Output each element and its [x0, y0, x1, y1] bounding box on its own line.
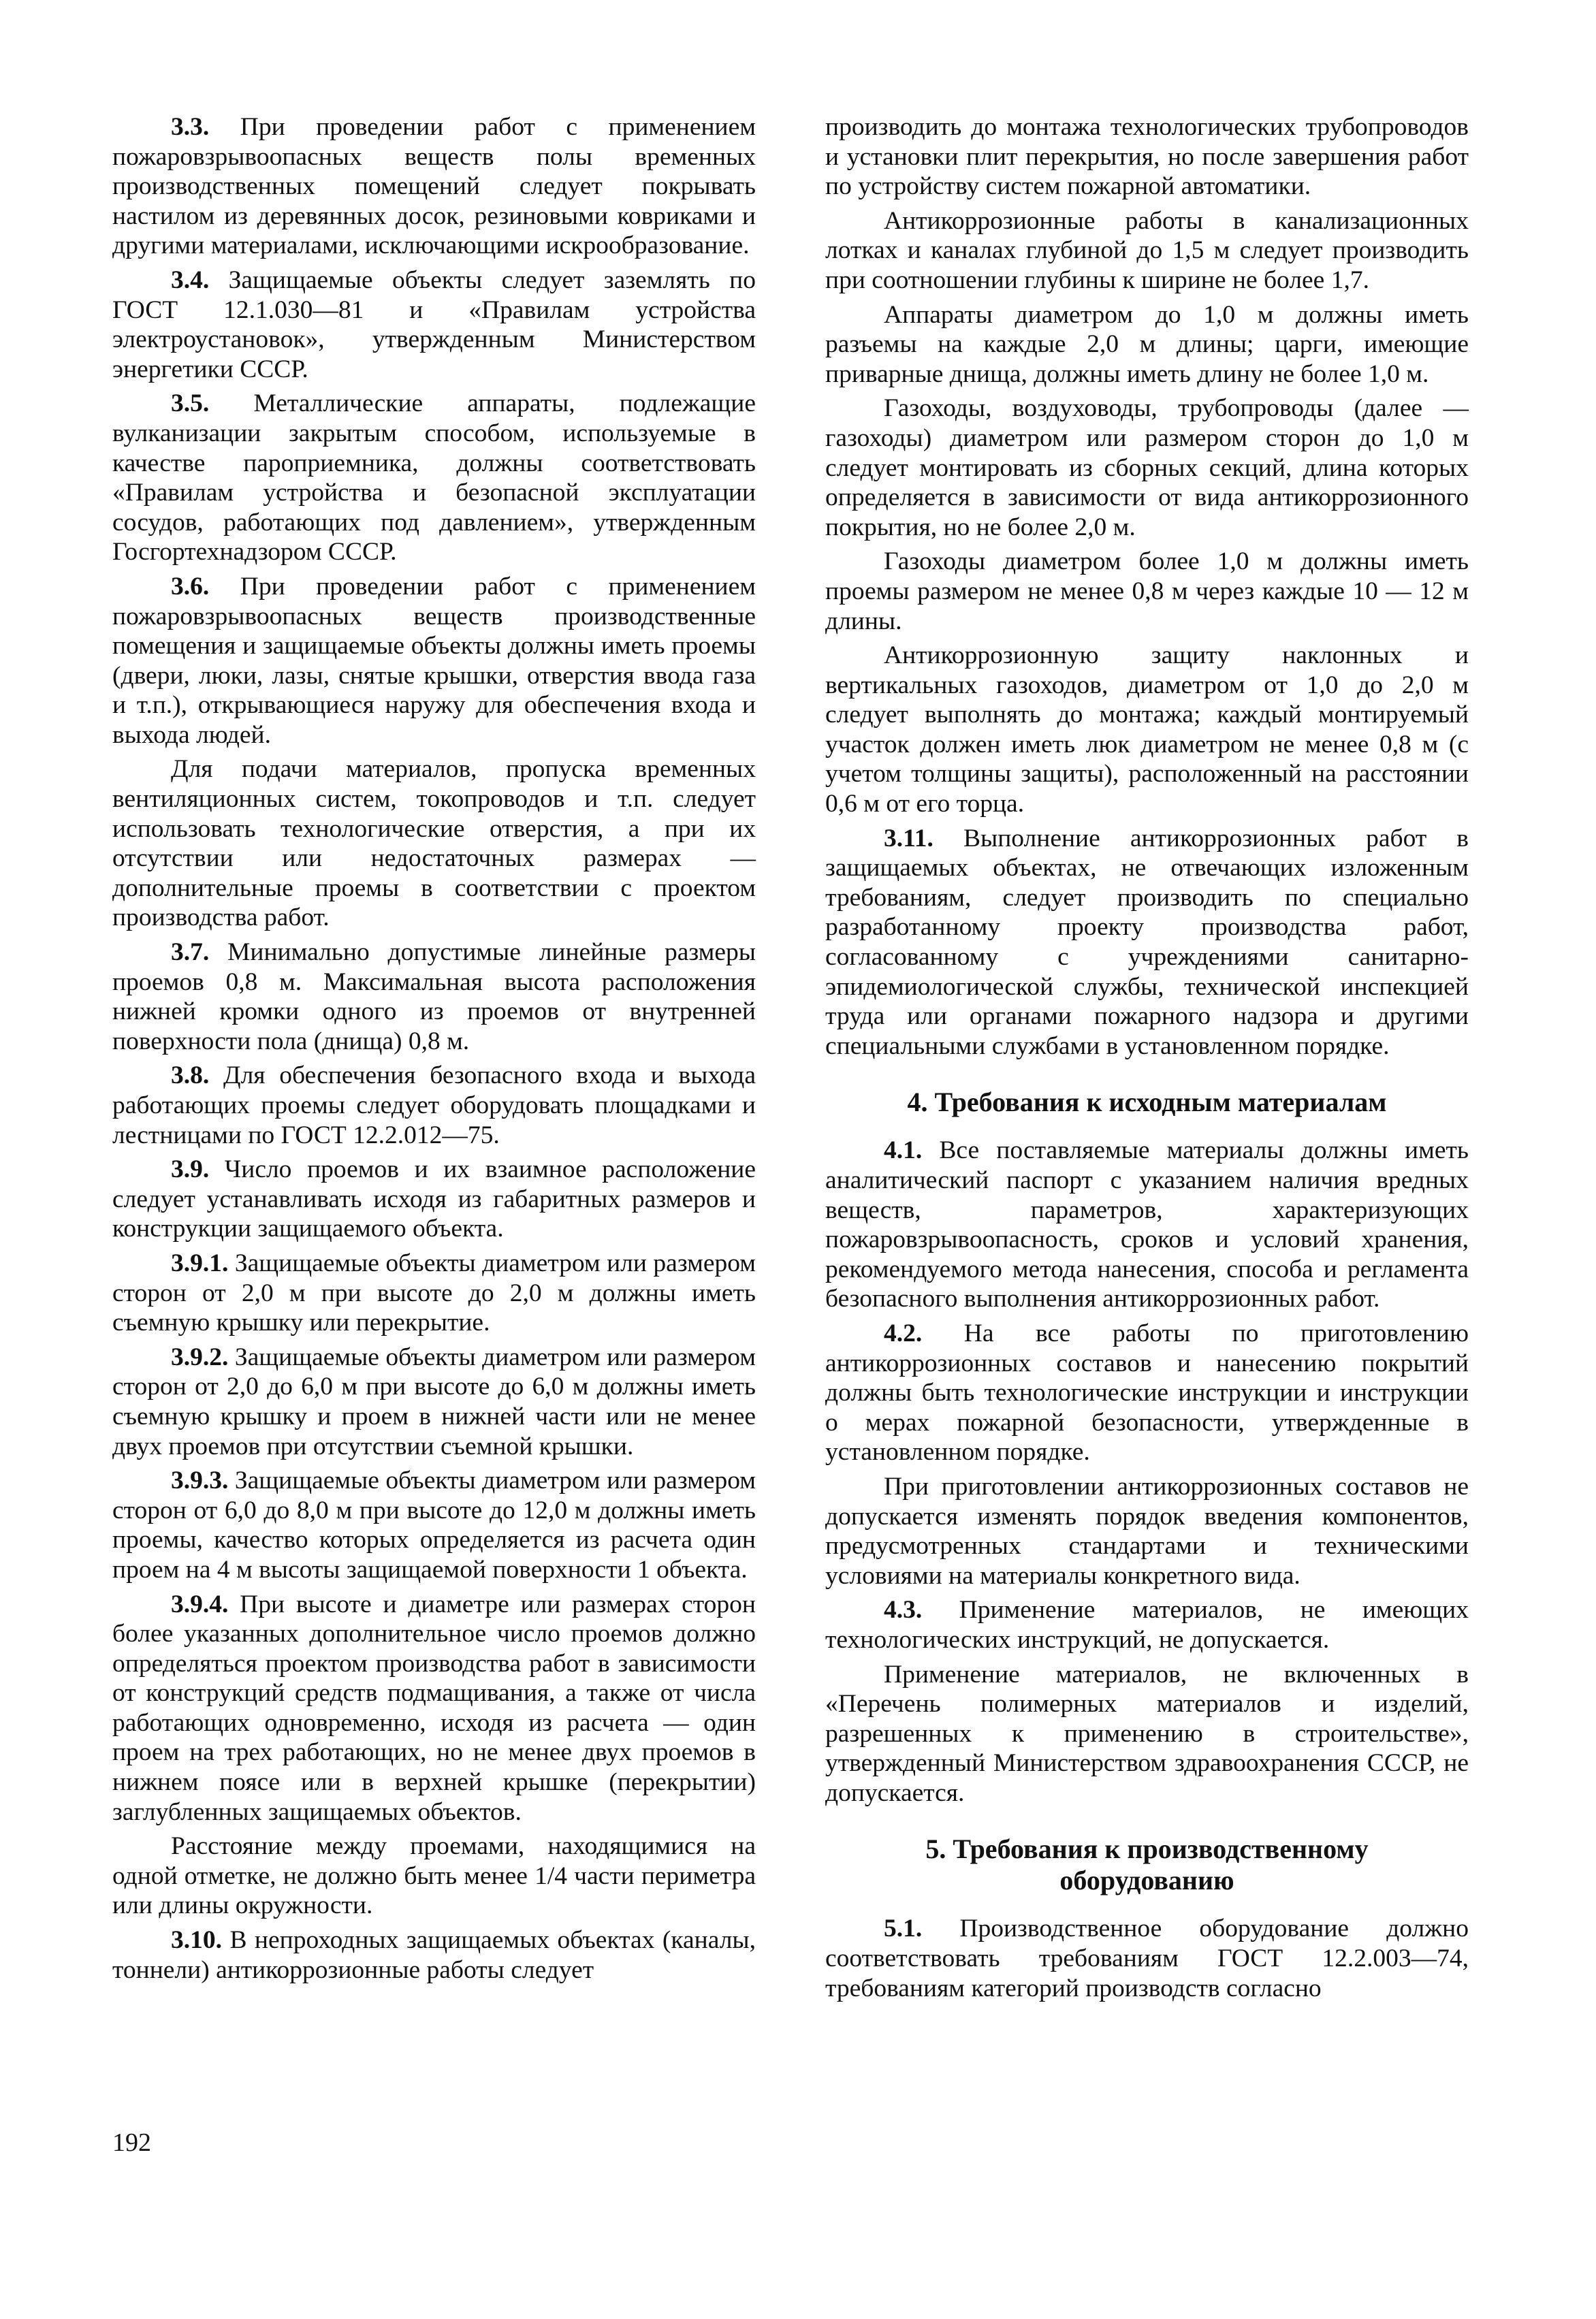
paragraph-apparatus-joints: Аппараты диаметром до 1,0 м должны иметь разъемы на каждые 2,0 м длины; царги, имеющие приварные днища, должны иметь длину не более 1,0 м.	[825, 300, 1469, 388]
paragraph-3-11: 3.11. Выполнение антикоррозионных работ в защищаемых объектах, не отвечающих изложенным требованиям, следует производить по специально разработанному проекту производства работ, согласованному с учреждениями санитарно-эпидемиологической службы, технической инспекцией труда или органами пожарного надзора и другими специальными службами в установленном порядке.	[825, 824, 1469, 1060]
paragraph-3-5: 3.5. Металлические аппараты, подлежащие вулканизации закрытым способом, используемые в качестве пароприемника, должны соответствовать «Правилам устройства и безопасной эксплуатации сосудов, работающих под давлением», утвержденным Госгортехнадзором СССР.	[112, 389, 756, 566]
paragraph-3-3: 3.3. При проведении работ с применением пожаровзрывоопасных веществ полы временных производственных помещений следует покрывать настилом из деревянных досок, резиновыми ковриками и другими материалами, исключающими искрообразование.	[112, 113, 756, 260]
paragraph-3-6: 3.6. При проведении работ с применением пожаровзрывоопасных веществ производственные помещения и защищаемые объекты должны иметь проемы (двери, люки, лазы, снятые крышки, отверстия ввода газа и т.п.), открывающиеся наружу для обеспечения входа и выхода людей.	[112, 572, 756, 749]
paragraph-4-1: 4.1. Все поставляемые материалы должны иметь аналитический паспорт с указанием наличия вредных веществ, параметров, характеризующих пожаровзрывоопасность, сроков и условий хранения, рекомендуемого метода нанесения, способа и регламента безопасного выполнения антикоррозионных работ.	[825, 1136, 1469, 1313]
paragraph-3-10: 3.10. В непроходных защищаемых объектах (каналы, тоннели) антикоррозионные работы следует	[112, 1926, 756, 1984]
section-heading-5: 5. Требования к производственному оборудованию	[925, 1834, 1369, 1896]
paragraph-4-2-order: При приготовлении антикоррозионных составов не допускается изменять порядок введения компонентов, предусмотренных стандартами и техническими условиями на материалы конкретного вида.	[825, 1472, 1469, 1590]
right-column	[825, 112, 1469, 2008]
paragraph-3-4: 3.4. Защищаемые объекты следует заземлять по ГОСТ 12.1.030—81 и «Правилам устройства электроустановок», утвержденным Министерством энергетики СССР.	[112, 266, 756, 383]
paragraph-3-8: 3.8. Для обеспечения безопасного входа и выхода работающих проемы следует оборудовать площадками и лестницами по ГОСТ 12.2.012—75.	[112, 1061, 756, 1149]
paragraph-4-2: 4.2. На все работы по приготовлению антикоррозионных составов и нанесению покрытий должны быть технологические инструкции и инструкции о мерах пожарной безопасности, утвержденные в установленном порядке.	[825, 1319, 1469, 1467]
paragraph-5-1: 5.1. Производственное оборудование должно соответствовать требованиям ГОСТ 12.2.003—74, требованиям категорий производств согласно	[825, 1915, 1469, 2002]
paragraph-3-9-3: 3.9.3. Защищаемые объекты диаметром или размером сторон от 6,0 до 8,0 м при высоте до 12,0 м должны иметь проемы, качество которых определяется из расчета один проем на 4 м высоты защищаемой поверхности 1 объекта.	[112, 1467, 756, 1584]
paragraph-sewer-trays: Антикоррозионные работы в канализационных лотках и каналах глубиной до 1,5 м следует производить при соотношении глубины к ширине не более 1,7.	[825, 206, 1469, 294]
page-number: 192	[112, 2128, 151, 2157]
paragraph-3-10-continuation: производить до монтажа технологических трубопроводов и установки плит перекрытия, но после завершения работ по устройству систем пожарной автоматики.	[825, 113, 1469, 201]
paragraph-4-3: 4.3. Применение материалов, не имеющих технологических инструкций, не допускается.	[825, 1596, 1469, 1654]
paragraph-4-3-list: Применение материалов, не включенных в «Перечень полимерных материалов и изделий, разрешенных к применению в строительстве», утвержденный Министерством здравоохранения СССР, не допускается.	[825, 1660, 1469, 1807]
paragraph-3-9-2: 3.9.2. Защищаемые объекты диаметром или размером сторон от 2,0 до 6,0 м при высоте до 6,0 м должны иметь съемную крышку и проем в нижней части или не менее двух проемов при отсутствии съемной крышки.	[112, 1343, 756, 1460]
left-column	[112, 112, 756, 1989]
paragraph-3-9: 3.9. Число проемов и их взаимное расположение следует устанавливать исходя из габаритных размеров и конструкции защищаемого объекта.	[112, 1155, 756, 1243]
paragraph-inclined-ducts: Антикоррозионную защиту наклонных и вертикальных газоходов, диаметром от 1,0 до 2,0 м следует выполнять до монтажа; каждый монтируемый участок должен иметь люк диаметром не менее 0,8 м (с учетом толщины защиты), расположенный на расстоянии 0,6 м от его торца.	[825, 641, 1469, 818]
paragraph-3-7: 3.7. Минимально допустимые линейные размеры проемов 0,8 м. Максимальная высота расположения нижней кромки одного из проемов от внутренней поверхности пола (днища) 0,8 м.	[112, 938, 756, 1055]
section-heading-4: 4. Требования к исходным материалам	[907, 1087, 1387, 1118]
paragraph-gas-ducts-large: Газоходы диаметром более 1,0 м должны иметь проемы размером не менее 0,8 м через каждые 10 — 12 м длины.	[825, 547, 1469, 635]
paragraph-3-6-supply: Для подачи материалов, пропуска временных вентиляционных систем, токопроводов и т.п. следует использовать технологические отверстия, а при их отсутствии или недостаточных размерах — дополнительные проемы в соответствии с проектом производства работ.	[112, 755, 756, 932]
paragraph-3-9-4: 3.9.4. При высоте и диаметре или размерах сторон более указанных дополнительное число проемов должно определяться проектом производства работ в зависимости от конструкций средств подмащивания, а также от числа работающих одновременно, исходя из расчета — один проем на трех работающих, но не менее двух проемов в нижнем поясе или в верхней крышке (перекрытии) заглубленных защищаемых объектов.	[112, 1590, 756, 1826]
paragraph-gas-ducts-small: Газоходы, воздуховоды, трубопроводы (далее — газоходы) диаметром или размером сторон до 1,0 м следует монтировать из сборных секций, длина которых определяется в зависимости от вида антикоррозионного покрытия, но не более 2,0 м.	[825, 394, 1469, 541]
paragraph-3-9-4-distance: Расстояние между проемами, находящимися на одной отметке, не должно быть менее 1/4 части периметра или длины окружности.	[112, 1832, 756, 1920]
paragraph-3-9-1: 3.9.1. Защищаемые объекты диаметром или размером сторон от 2,0 м при высоте до 2,0 м должны иметь съемную крышку или перекрытие.	[112, 1249, 756, 1337]
